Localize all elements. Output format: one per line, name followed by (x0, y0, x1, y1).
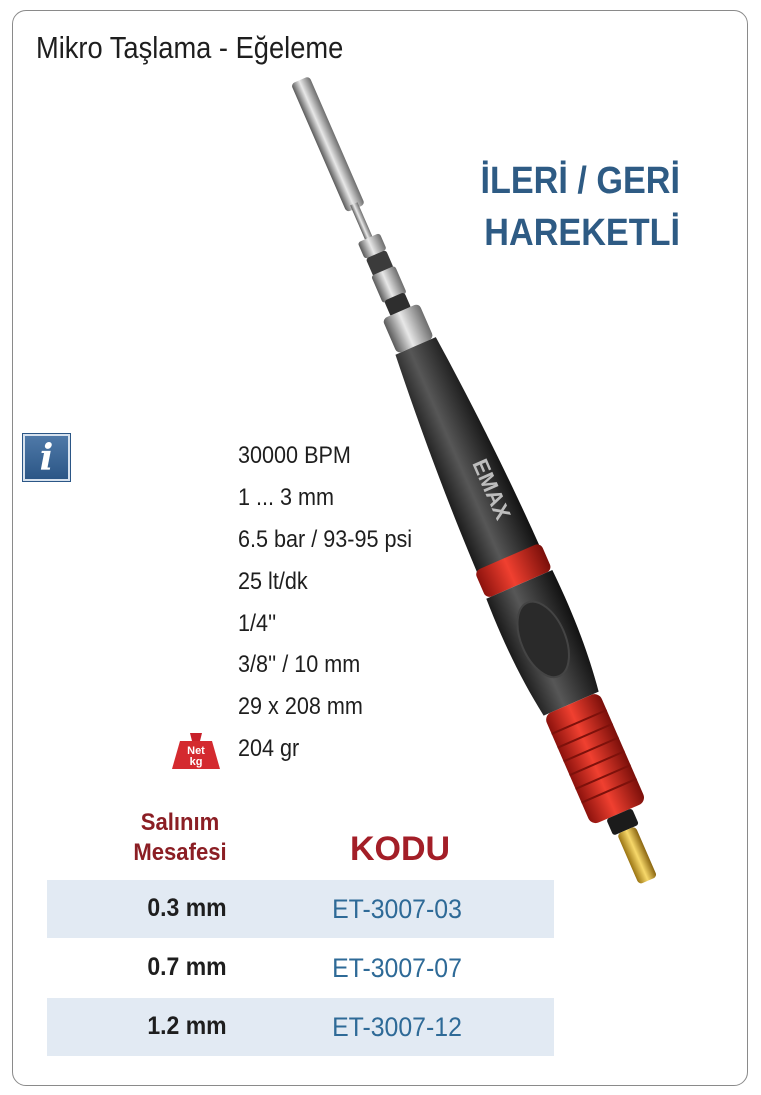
headline-line-1: İLERİ / GERİ (480, 160, 680, 202)
net-weight-icon-unit: kg (189, 756, 203, 768)
column-header-code: KODU (349, 830, 451, 868)
column-header-stroke-distance (106, 808, 253, 868)
net-weight-icon-label: Net (187, 745, 205, 757)
table-row (47, 880, 554, 938)
spec-value: 1/4'' (238, 610, 277, 637)
cell-code: ET-3007-03 (332, 894, 462, 924)
spec-value: 25 lt/dk (238, 568, 308, 595)
page-title: Mikro Taşlama - Eğeleme (36, 30, 344, 65)
brand-logo: EMAX (467, 455, 516, 524)
headline-line-2: HAREKETLİ (484, 212, 680, 254)
cell-distance: 0.3 mm (147, 894, 227, 922)
cell-distance: 1.2 mm (147, 1012, 227, 1040)
table-row (47, 998, 554, 1056)
spec-value: 1 ... 3 mm (238, 484, 335, 511)
spec-value: 30000 BPM (238, 442, 351, 469)
column-header-line: Salınım (140, 809, 220, 836)
spec-value: 6.5 bar / 93-95 psi (238, 526, 413, 553)
spec-value: 3/8'' / 10 mm (238, 651, 361, 678)
spec-value: 29 x 208 mm (238, 693, 363, 720)
info-icon: i (23, 434, 70, 481)
column-header-line: Mesafesi (133, 839, 227, 866)
table-row (47, 939, 554, 997)
file-blade (291, 76, 365, 212)
spec-value: 204 gr (238, 735, 300, 762)
cell-code: ET-3007-12 (332, 1012, 462, 1042)
cell-distance: 0.7 mm (147, 953, 227, 981)
cell-code: ET-3007-07 (332, 953, 462, 983)
